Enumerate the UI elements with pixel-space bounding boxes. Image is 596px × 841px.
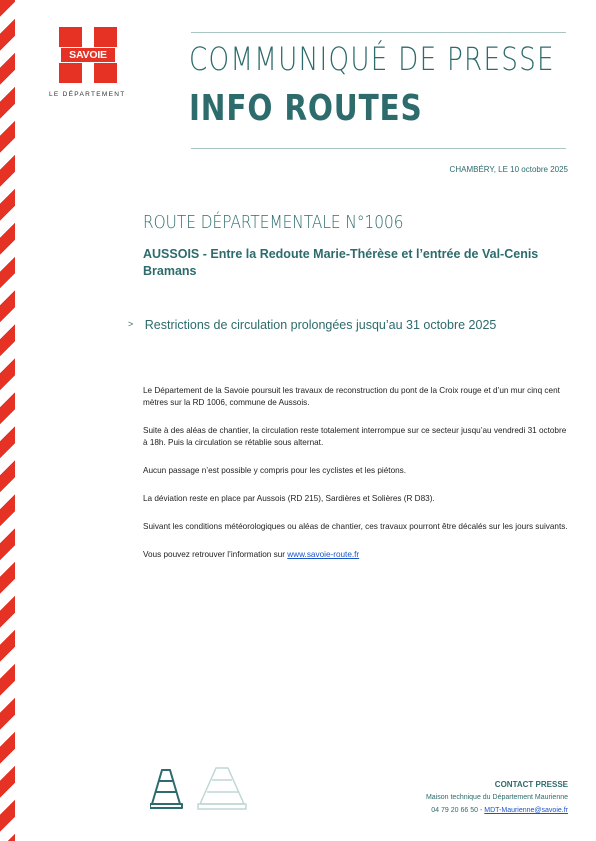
savoie-route-link[interactable]: www.savoie-route.fr [287,550,360,559]
contact-organization: Maison technique du Département Maurienne [425,794,568,801]
page-title-press-release: COMMUNIQUÉ DE PRESSE [189,40,555,78]
route-subtitle: AUSSOIS - Entre la Redoute Marie-Thérèse et l’entrée de Val-Cenis Bramans [143,247,539,278]
contact-email-link[interactable]: MDT-Maurienne@savoie.fr [484,807,568,814]
more-info-text: Vous pouvez retrouver l’information sur [143,550,288,559]
restriction-bullet [128,318,496,332]
header-divider-top [191,32,566,33]
header-divider-bottom [191,148,566,149]
traffic-cone-icon [150,770,182,808]
contact-title: CONTACT PRESSE [494,780,568,789]
paragraph-no-passage: Aucun passage n’est possible y compris pour les cyclistes et les piétons. [143,466,407,475]
savoie-cross-icon [59,27,117,83]
paragraph-works: Le Département de la Savoie poursuit les travaux de reconstruction du pont de la Croix rouge et d’un mur cinq cent mètres sur la RD 1006, commune de Aussois. [143,386,560,407]
traffic-cone-outline-icon [198,768,246,809]
route-title: ROUTE DÉPARTEMENTALE N°1006 [143,212,404,233]
chevron-right-icon: > [128,319,134,329]
contact-separator: - [479,807,483,814]
paragraph-detour: La déviation reste en place par Aussois (RD 215), Sardières et Solières (R D83). [143,494,435,503]
paragraph-closure: Suite à des aléas de chantier, la circulation reste totalement interrompue sur ce secteur jusqu’au vendredi 31 octobre à 18h. Puis la circulation se rétablie sous alternat. [143,426,567,447]
dateline: CHAMBÉRY, LE 10 octobre 2025 [449,165,568,174]
press-body [143,385,573,561]
logo-text: SAVOIE [69,49,107,61]
logo-subtitle: LE DÉPARTEMENT [49,91,126,98]
paragraph-more-info [143,549,573,561]
cones-illustration [150,766,260,817]
page-title-info-routes: INFO ROUTES [189,88,423,129]
restriction-text: Restrictions de circulation prolongées jusqu’au 31 octobre 2025 [144,318,497,332]
paragraph-weather: Suivant les conditions météorologiques ou aléas de chantier, ces travaux pourront être décalés sur les jours suivants. [143,522,568,531]
press-contact [426,778,568,817]
contact-details [426,804,568,817]
decorative-stripe [0,0,15,841]
savoie-logo [49,27,129,98]
contact-phone: 04 79 20 66 50 [431,807,478,814]
